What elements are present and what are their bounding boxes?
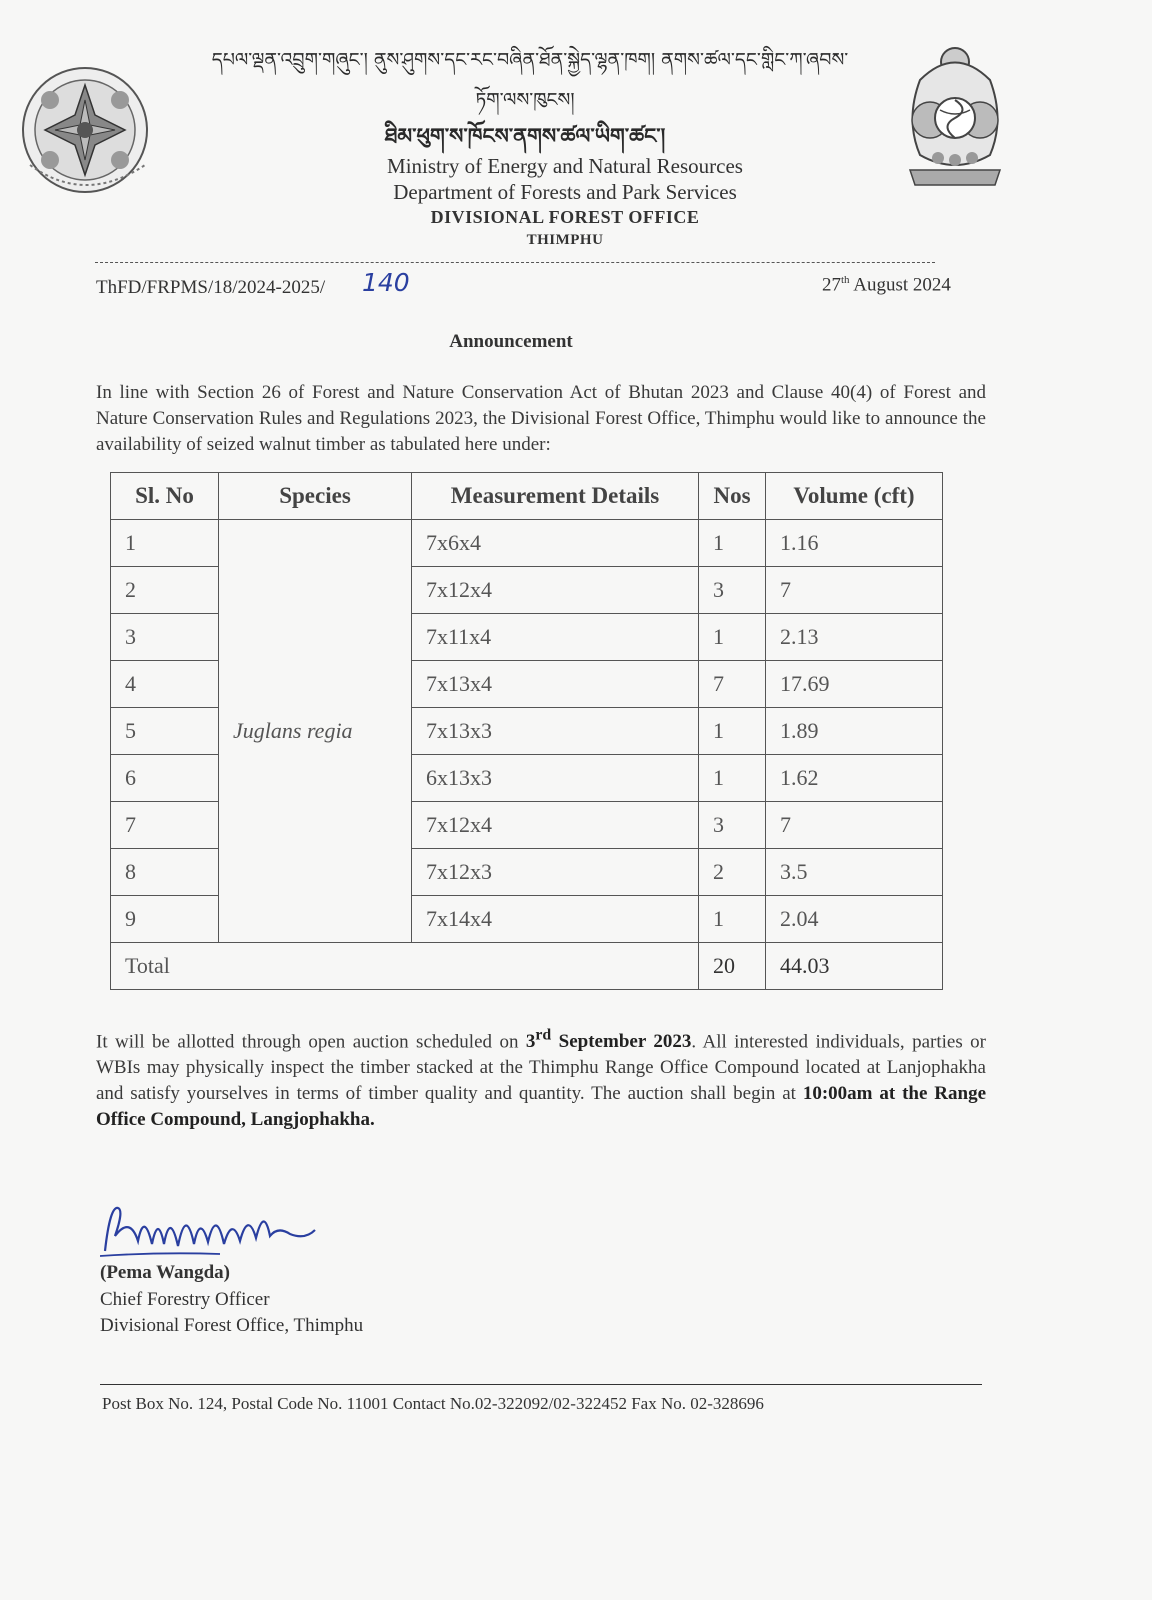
signatory-office: Divisional Forest Office, Thimphu — [100, 1315, 364, 1336]
cell-measure: 7x14x4 — [412, 896, 699, 943]
cell-nos: 7 — [699, 661, 766, 708]
handwritten-signature — [100, 1196, 320, 1271]
table-total-row — [111, 943, 943, 990]
intro-paragraph: In line with Section 26 of Forest and Nature Conservation Act of Bhutan 2023 and Clause 40(4) of Forest and Nature Conservation Rules and Regulations 2023, the Divisional Forest Office, Thimphu would like to announce the availability of seized walnut timber as tabulated here under: — [96, 382, 986, 455]
cell-measure: 7x6x4 — [412, 520, 699, 567]
cell-nos: 3 — [699, 802, 766, 849]
cell-volume: 1.89 — [766, 708, 943, 755]
total-nos: 20 — [699, 943, 766, 990]
timber-table — [110, 472, 943, 990]
cell-volume: 7 — [766, 567, 943, 614]
cell-measure: 7x12x4 — [412, 567, 699, 614]
cell-volume: 17.69 — [766, 661, 943, 708]
cell-nos: 3 — [699, 567, 766, 614]
cell-nos: 1 — [699, 708, 766, 755]
ministry-name: Ministry of Energy and Natural Resources — [387, 154, 743, 178]
reference-number: ThFD/FRPMS/18/2024-2025/ — [96, 277, 326, 298]
table-header-row — [111, 473, 943, 520]
department-name: Department of Forests and Park Services — [393, 180, 737, 204]
cell-sl: 1 — [111, 520, 219, 567]
cell-volume: 2.13 — [766, 614, 943, 661]
column-header-volume: Volume (cft) — [766, 473, 943, 520]
cell-sl: 6 — [111, 755, 219, 802]
letter-date: 27th August 2024 — [822, 274, 951, 296]
footer-divider — [100, 1384, 982, 1385]
office-name: DIVISIONAL FOREST OFFICE — [430, 207, 700, 227]
cell-nos: 2 — [699, 849, 766, 896]
cell-volume: 7 — [766, 802, 943, 849]
signatory-name: (Pema Wangda) — [100, 1262, 231, 1283]
header-divider — [95, 262, 935, 263]
auction-paragraph: It will be allotted through open auction scheduled on 3rd September 2023. All interested individuals, parties or WBIs may physically inspect the timber stacked at the Thimphu Range Office Compound located at Lanjophakha and satisfy yourselves in terms of timber quality and quantity. The auction shall begin at 10:00am at the Range Office Compound, Langjophakha. — [96, 1027, 986, 1131]
cell-volume: 1.16 — [766, 520, 943, 567]
cell-sl: 5 — [111, 708, 219, 755]
cell-species: Juglans regia — [219, 520, 412, 943]
cell-measure: 6x13x3 — [412, 755, 699, 802]
cell-volume: 1.62 — [766, 755, 943, 802]
column-header-species: Species — [219, 473, 412, 520]
cell-sl: 9 — [111, 896, 219, 943]
cell-volume: 3.5 — [766, 849, 943, 896]
cell-measure: 7x12x4 — [412, 802, 699, 849]
cell-measure: 7x13x3 — [412, 708, 699, 755]
cell-nos: 1 — [699, 614, 766, 661]
office-city: THIMPHU — [526, 232, 604, 248]
column-header-nos: Nos — [699, 473, 766, 520]
cell-sl: 2 — [111, 567, 219, 614]
dzongkha-header-line-3: ཐིམ་ཕུག་ས་ཁོངས་ནགས་ཚལ་ཡིག་ཚང་། — [384, 123, 666, 148]
total-label: Total — [111, 943, 699, 990]
total-volume: 44.03 — [766, 943, 943, 990]
column-header-measurement: Measurement Details — [412, 473, 699, 520]
cell-sl: 8 — [111, 849, 219, 896]
table-row — [111, 520, 943, 567]
cell-nos: 1 — [699, 755, 766, 802]
page-title: Announcement — [449, 331, 573, 352]
column-header-sl: Sl. No — [111, 473, 219, 520]
signatory-designation: Chief Forestry Officer — [100, 1289, 270, 1310]
cell-nos: 1 — [699, 520, 766, 567]
forest-department-logo-icon — [900, 40, 1010, 200]
cell-volume: 2.04 — [766, 896, 943, 943]
cell-sl: 3 — [111, 614, 219, 661]
handwritten-reference-number: 140 — [362, 268, 410, 297]
cell-measure: 7x13x4 — [412, 661, 699, 708]
cell-measure: 7x11x4 — [412, 614, 699, 661]
footer-contact: Post Box No. 124, Postal Code No. 11001 Contact No.02-322092/02-322452 Fax No. 02-328696 — [102, 1394, 764, 1413]
cell-sl: 7 — [111, 802, 219, 849]
cell-nos: 1 — [699, 896, 766, 943]
dzongkha-header-line-2: ཏོག་ལས་ཁུངས། — [475, 89, 575, 111]
cell-sl: 4 — [111, 661, 219, 708]
bhutan-emblem-icon — [10, 55, 160, 210]
cell-measure: 7x12x3 — [412, 849, 699, 896]
dzongkha-header-line-1: དཔལ་ལྡན་འབྲུག་གཞུང་། ནུས་ཤུགས་དང་རང་བཞིན་ཐོན་སྐྱེད་ལྷན་ཁག། ནགས་ཚལ་དང་གླིང་ཀ་ཞབས་ — [211, 49, 849, 71]
